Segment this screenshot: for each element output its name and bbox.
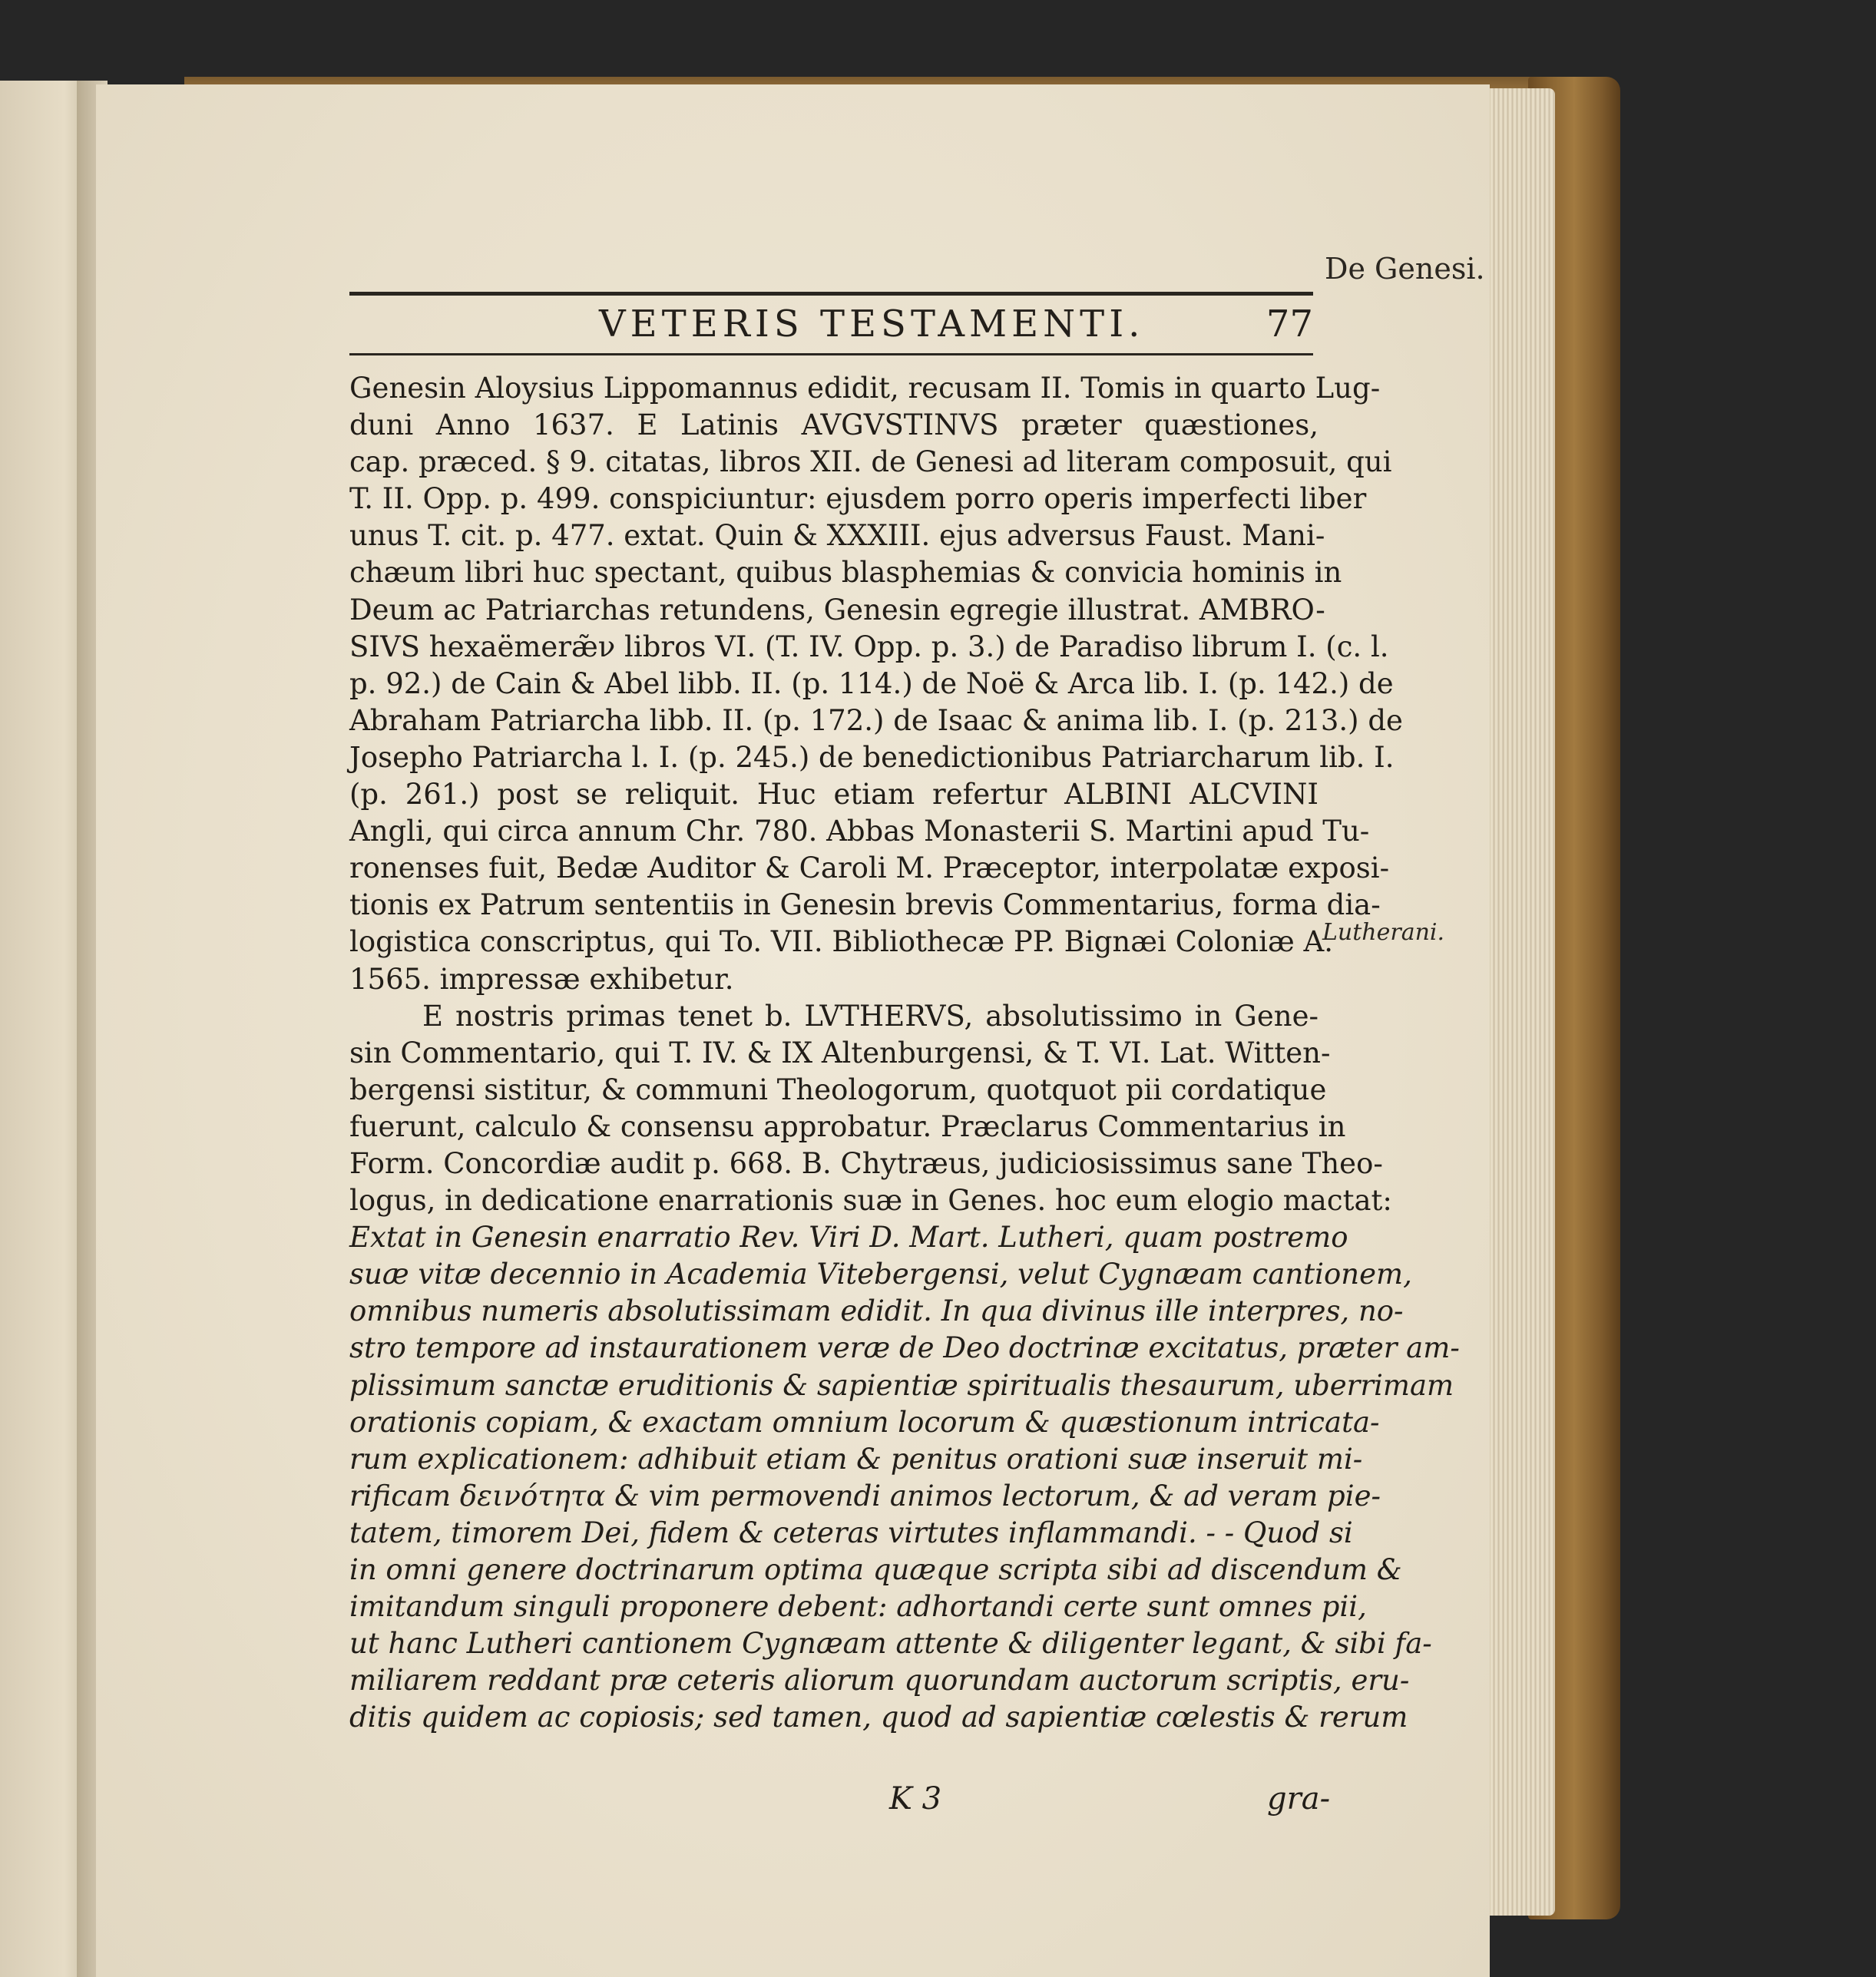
quote-line: stro tempore ad instaurationem veræ de Deo doctrinæ excitatus, præter am- (349, 1331, 1460, 1365)
text-line: Form. Concordiæ audit p. 668. B. Chytræus, judiciosissimus sane Theo- (349, 1146, 1383, 1180)
header-rule-top (349, 292, 1313, 296)
quote-line: imitandum singuli proponere debent: adhortandi certe sunt omnes pii, (349, 1590, 1367, 1624)
quote-line: Extat in Genesin enarratio Rev. Viri D. Mart. Lutheri, quam postremo (349, 1221, 1348, 1255)
quote-line: plissimum sanctæ eruditionis & sapientiæ spiritualis thesaurum, uberrimam (349, 1368, 1454, 1402)
text-line: ronenses fuit, Bedæ Auditor & Caroli M. Præceptor, interpolatæ exposi- (349, 851, 1390, 885)
running-title: VETERIS TESTAMENTI. (599, 303, 1145, 345)
catchword: gra- (1267, 1781, 1331, 1817)
margin-note-de-genesi: De Genesi. (1325, 252, 1485, 286)
quote-line: tatem, timorem Dei, fidem & ceteras virtutes inflammandi. - - Quod si (349, 1516, 1353, 1549)
text-line: sin Commentario, qui T. IV. & IX Altenburgensi, & T. VI. Lat. Witten- (349, 1036, 1331, 1069)
quote-line: ut hanc Lutheri cantionem Cygnæam attente & diligenter legant, & sibi fa- (349, 1627, 1432, 1661)
text-line: logus, in dedicatione enarrationis suæ in Genes. hoc eum elogio mactat: (349, 1184, 1392, 1218)
text-line: bergensi sistitur, & communi Theologorum, quotquot pii cordatique (349, 1073, 1327, 1106)
header-rule-bottom (349, 353, 1313, 355)
quote-line: rificam δεινότητα & vim permovendi animos lectorum, & ad veram pie- (349, 1479, 1381, 1513)
text-line: (p. 261.) post se reliquit. Huc etiam refertur ALBINI ALCVINI (349, 778, 1318, 812)
text-line: chæum libri huc spectant, quibus blasphemias & convicia hominis in (349, 556, 1342, 590)
text-line: duni Anno 1637. E Latinis AVGVSTINVS præter quæstiones, (349, 408, 1318, 442)
text-line: fuerunt, calculo & consensu approbatur. Præclarus Commentarius in (349, 1109, 1346, 1143)
text-line: unus T. cit. p. 477. extat. Quin & XXXIII. ejus adversus Faust. Mani- (349, 519, 1325, 553)
text-line: SIVS hexaëmeræ̃ν libros VI. (T. IV. Opp. p. 3.) de Paradiso librum I. (c. l. (349, 630, 1389, 663)
text-line: Genesin Aloysius Lippomannus edidit, recusam II. Tomis in quarto Lug- (349, 372, 1381, 405)
quote-line: omnibus numeris absolutissimam edidit. In qua divinus ille interpres, no- (349, 1294, 1404, 1328)
margin-note-lutherani: Lutherani. (1322, 919, 1445, 946)
signature-mark: K 3 (889, 1781, 942, 1817)
text-line: p. 92.) de Cain & Abel libb. II. (p. 114.) de Noë & Arca lib. I. (p. 142.) de (349, 666, 1394, 700)
page-edges (1486, 88, 1555, 1916)
text-line: cap. præced. § 9. citatas, libros XII. de Genesi ad literam composuit, qui (349, 445, 1392, 479)
text-line: Angli, qui circa annum Chr. 780. Abbas Monasterii S. Martini apud Tu- (349, 815, 1370, 848)
text-line: logistica conscriptus, qui To. VII. Bibliothecæ PP. Bignæi Coloniæ A. (349, 925, 1333, 959)
quote-line: orationis copiam, & exactam omnium locorum & quæstionum intricata- (349, 1405, 1380, 1439)
quote-line: rum explicationem: adhibuit etiam & penitus orationi suæ inseruit mi- (349, 1442, 1363, 1476)
text-line-paragraph-start: E nostris primas tenet b. LVTHERVS, absolutissimo in Gene- (422, 999, 1318, 1033)
quote-line: in omni genere doctrinarum optima quæque scripta sibi ad discendum & (349, 1553, 1402, 1586)
text-line: Abraham Patriarcha libb. II. (p. 172.) de Isaac & anima lib. I. (p. 213.) de (349, 703, 1403, 737)
text-line: T. II. Opp. p. 499. conspiciuntur: ejusdem porro operis imperfecti liber (349, 482, 1367, 516)
text-line: tionis ex Patrum sententiis in Genesin brevis Commentarius, forma dia- (349, 888, 1381, 922)
text-line: Josepho Patriarcha l. I. (p. 245.) de benedictionibus Patriarcharum lib. I. (349, 740, 1395, 774)
quote-line: ditis quidem ac copiosis; sed tamen, quod ad sapientiæ cœlestis & rerum (349, 1701, 1408, 1734)
page-number: 77 (1266, 303, 1313, 345)
text-line: Deum ac Patriarchas retundens, Genesin egregie illustrat. AMBRO- (349, 593, 1325, 626)
quote-line: suæ vitæ decennio in Academia Vitebergensi, velut Cygnæam cantionem, (349, 1258, 1412, 1291)
quote-line: miliarem reddant præ ceteris aliorum quorundam auctorum scriptis, eru- (349, 1664, 1410, 1698)
running-header (349, 286, 1313, 370)
text-line-paragraph-end: 1565. impressæ exhibetur. (349, 962, 734, 996)
book-page (96, 84, 1490, 1977)
